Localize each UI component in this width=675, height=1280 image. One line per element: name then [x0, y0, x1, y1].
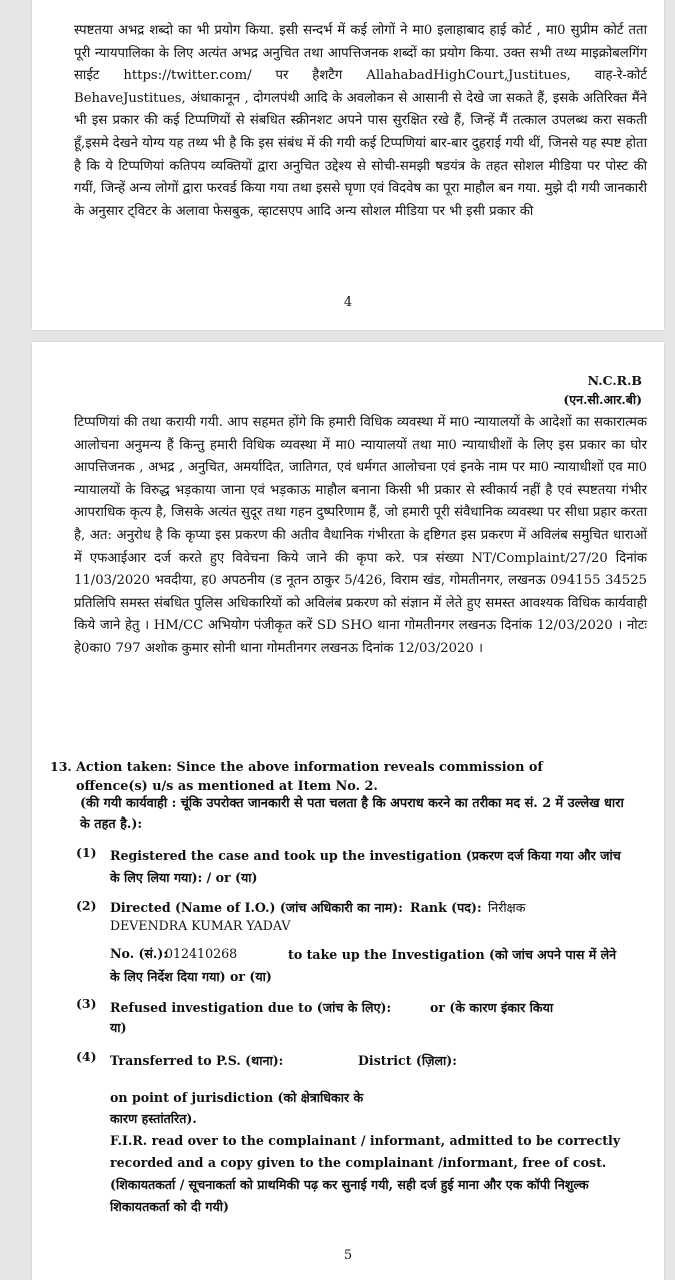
refused-investigation-label: Refused investigation due to (जांच के लिए):	[110, 1000, 392, 1015]
rank-label: Rank (पद):	[410, 900, 482, 915]
subitem-directed: Directed (Name of I.O.) (जांच अधिकारी का नाम):	[110, 900, 403, 915]
subitem-registered: Registered the case and took up the investigation (प्रकरण दर्ज किया गया और जांच के लिए लिया गया): / or (या)	[110, 848, 621, 885]
transferred-ps-label: Transferred to P.S. (थाना):	[110, 1053, 284, 1068]
page-number: 4	[343, 295, 353, 310]
io-name: DEVENDRA KUMAR YADAV	[110, 918, 291, 933]
jurisdiction-note: on point of jurisdiction (को क्षेत्राधिकार के कारण हस्तांतरित).	[110, 1090, 364, 1126]
page-number: 5	[343, 1248, 353, 1263]
document-page-4	[32, 0, 664, 330]
complaint-paragraph-end: टिप्पणियां की तथा करायी गयी. आप सहमत होंगे कि हमारी विधिक व्यवस्था में मा0 न्यायालयों के आदेशों का सकारात्मक आलोचना अनुमन्य हैं किन्तु हमारी विधिक व्यवस्था में मा0 न्यायालयों तथा मा0 न्यायाधीशों के लिए इस प्रकार का घोर आपत्तिजनक , अभद्र , अनुचित, अमर्यादित, जातिगत, एवं धर्मगत आलोचना एवं इनके नाम पर मा0 न्यायाधीशों एव मा0 न्यायालयों के विरुद्ध भड़काया जाना एवं भड़काऊ माहौल बनाना किसी भी प्रकार से स्वीकार्य नहीं है एवं स्पष्टतया गंभीर आपराधिक कृत्य है, जिसके अत्यंत सुदूर तथा गहन दुष्परिणाम हैं, जो हमारी पूरी संवैधानिक व्यवस्था पर सीधा प्रहार करता है, अत: अनुरोध है कि कृप्या इस प्रकरण की अतीव वैधानिक गंभीरता के द्दष्टिगत इस प्रकरण में अविलंब समुचित धाराओं में एफआईआर दर्ज करते हुए विवेचना किये जाने की कृपा करे. पत्र संख्या NT/Complaint/27/20 दिनांक 11/03/2020 भवदीया, ह0 अपठनीय (ड नूतन ठाकुर 5/426, विराम खंड, गोमतीनगर, लखनऊ 094155 34525 प्रतिलिपि समस्त संबधित पुलिस अधिकारियों को अविलंब प्रकरण को संज्ञान में लेते हुए समस्त आवश्यक विधिक कार्यवाही किये जाने हेतु । HM/CC अभियोग पंजीकृत करें SD SHO थाना गोमतीनगर लखनऊ दिनांक 12/03/2020 । नोटः हे0का0 797 अशोक कुमार सोनी थाना गोमतीनगर लखनऊ दिनांक 12/03/2020 ।	[74, 415, 647, 656]
refused-reason-or: or (के कारण इंकार किया	[430, 1000, 554, 1015]
ncrb-header-hindi: (एन.सी.आर.बी)	[563, 392, 642, 407]
fir-read-over-note: F.I.R. read over to the complainant / informant, admitted to be correctly recorded and a copy given to the complainant /informant, free of cost. (शिकायतकर्ता / सूचनाकर्ता को प्राथमिकी पढ़ कर सुनाई गयी, सही दर्ज हुई माना और एक कॉपी निशुल्क शिकायतकर्ता को दी गयी)	[110, 1133, 621, 1214]
ncrb-header-english: N.C.R.B	[587, 373, 642, 388]
rank-value: निरीक्षक	[488, 900, 526, 915]
item-number: 13.	[50, 759, 72, 774]
subitem-investigation-direction: to take up the Investigation (को जांच अपने पास में लेने के लिए निर्देश दिया गया) or (या)	[110, 947, 617, 984]
action-taken-title-hindi: (की गयी कार्यवाही : चूंकि उपरोक्त जानकारी से पता चलता है कि अपराध करने का तरीका मद सं. 2 में उल्लेख धारा के तहत है.):	[80, 796, 624, 832]
document-page-5	[32, 342, 664, 1280]
subitem-2-number: (2)	[76, 898, 97, 913]
refused-reason-end: या)	[110, 1020, 127, 1035]
ncrb-header	[563, 371, 642, 409]
io-number-value: 012410268	[165, 946, 238, 961]
complaint-paragraph-continued: स्पष्टतया अभद्र शब्दो का भी प्रयोग किया. इसी सन्दर्भ में कई लोगों ने मा0 इलाहाबाद हाई कोर्ट , मा0 सुप्रीम कोर्ट तता पूरी न्यायपालिका के लिए अत्यंत अभद्र अनुचित तथा आपत्तिजनक शब्दों का प्रयोग किया. उक्त सभी तथ्य माइक्रोबलगिंग साईट https://twitter.com/ पर हैशटैग AllahabadHighCourt,Justitues, वाह-रे-कोर्ट BehaveJustitues, अंधाकानून , दोगलपंथी आदि के अवलोकन से आसानी से देखे जा सकते हैं, इसके अतिरिक्त मैंने भी इस प्रकार की कई टिप्पणियों से संबधित स्क्रीनशट अपने पास सुरक्षित रखे हैं, जिन्हें मैं तत्काल उपलब्ध करा सकती हूँ,इसमे देखने योग्य यह तथ्य भी है कि इस संबंध में की गयी कई टिप्पणियां बार-बार दुहराई गयी थीं, जिनसे यह स्पष्ट होता है कि ये टिप्पणियां कतिपय व्यक्तियों द्वारा अनुचित उद्देश्य से सोची-समझी षडयंत्र के तहत सोशल मीडिया पर पोस्ट की गयीं, जिन्हें अन्य लोगों द्वारा फरवर्ड किया गया तथा इससे घृणा एवं विदवेष का पूरा माहौल बन गया. मुझे दी गयी जानकारी के अनुसार ट्विटर के अलावा फेसबुक, व्हाटसएप आदि अन्य सोशल मीडिया पर भी इसी प्रकार की	[74, 23, 647, 219]
district-label: District (ज़िला):	[358, 1053, 457, 1068]
subitem-1-number: (1)	[76, 845, 97, 860]
subitem-4-number: (4)	[76, 1049, 97, 1064]
subitem-3-number: (3)	[76, 996, 97, 1011]
io-number-label: No. (सं.):	[110, 946, 168, 961]
action-taken-title: Action taken: Since the above information reveals commission of offence(s) u/s as mentioned at Item No. 2.	[76, 760, 543, 794]
